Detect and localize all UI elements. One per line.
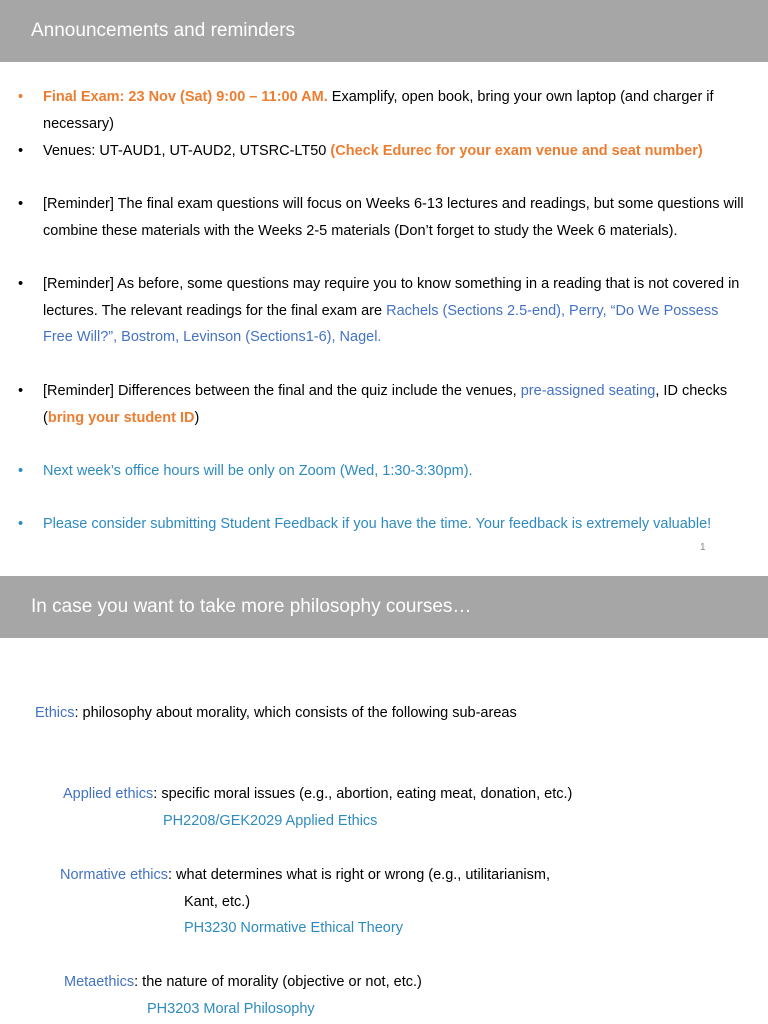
bullet-dot: • <box>18 89 24 105</box>
readings-list: Rachels (Sections 2.5-end), Perry, “Do We Possess Free Will?”, Bostrom, Levinson (Sections1-6), Nagel. <box>43 302 719 346</box>
slide-header-announcements: Announcements and reminders <box>0 0 768 62</box>
ethics-line <box>35 703 517 723</box>
reminder-weeks-text: [Reminder] The final exam questions will focus on Weeks 6-13 lectures and readings, but some questions will combine these materials with the Weeks 2-5 materials (Don’t forget to study the Week 6 materials). <box>43 196 744 239</box>
pre-assigned-seating-link[interactable]: pre-assigned seating <box>520 383 656 399</box>
normative-ethics-term: Normative ethics <box>60 867 168 883</box>
normative-ethics-desc: : what determines what is right or wrong (e.g., utilitarianism, <box>167 867 550 883</box>
bullet-dot: • <box>18 143 24 159</box>
final-exam-details: Examplify, open book, bring your own laptop (and charger if necessary) <box>43 89 714 132</box>
student-feedback-text: Please consider submitting Student Feedback if you have the time. Your feedback is extremely valuable! <box>43 516 712 532</box>
ethics-term: Ethics <box>35 705 75 721</box>
student-id-note: bring your student ID <box>47 409 195 426</box>
differences-text-2: , ID checks ( <box>43 383 728 426</box>
metaethics-desc: : the nature of morality (objective or not, etc.) <box>134 974 422 990</box>
applied-ethics-term: Applied ethics <box>63 786 154 802</box>
applied-ethics-line <box>63 784 572 804</box>
bullet-dot: • <box>18 516 24 532</box>
bullet-dot: • <box>18 276 24 292</box>
applied-ethics-course: PH2208/GEK2029 Applied Ethics <box>163 813 378 829</box>
normative-ethics-line <box>60 865 550 885</box>
normative-ethics-desc-cont: Kant, etc.) <box>184 894 251 910</box>
normative-ethics-course: PH3230 Normative Ethical Theory <box>184 920 403 936</box>
differences-text: [Reminder] Differences between the final and the quiz include the venues, <box>43 383 521 399</box>
final-exam-time: Final Exam: 23 Nov (Sat) 9:00 – 11:00 AM. <box>43 89 328 105</box>
bullet-dot: • <box>18 196 24 212</box>
page-number: 1 <box>700 542 706 553</box>
differences-text-3: ) <box>194 409 200 426</box>
bullet-final-exam <box>0 84 768 137</box>
bullet-reminder-readings <box>0 271 768 351</box>
bullet-reminder-differences <box>0 378 768 431</box>
bullet-dot: • <box>18 383 24 399</box>
venues-text: Venues: UT-AUD1, UT-AUD2, UTSRC-LT50 <box>43 143 331 159</box>
metaethics-course: PH3203 Moral Philosophy <box>147 1001 315 1017</box>
applied-ethics-desc: : specific moral issues (e.g., abortion, eating meat, donation, etc.) <box>153 786 573 802</box>
bullet-office-hours <box>0 458 768 485</box>
bullet-dot: • <box>18 463 24 479</box>
slide-header-philosophy-courses: In case you want to take more philosophy courses… <box>0 576 768 638</box>
metaethics-line <box>64 972 422 992</box>
ethics-desc: : philosophy about morality, which consists of the following sub-areas <box>74 705 517 721</box>
office-hours-text: Next week’s office hours will be only on Zoom (Wed, 1:30-3:30pm). <box>43 463 473 479</box>
metaethics-term: Metaethics <box>64 974 135 990</box>
bullet-student-feedback <box>0 511 768 538</box>
bullet-reminder-weeks <box>0 191 768 244</box>
bullet-venues <box>0 138 768 165</box>
venues-check-note: (Check Edurec for your exam venue and seat number) <box>330 143 703 159</box>
reminder-readings-text: [Reminder] As before, some questions may require you to know something in a reading that is not covered in lectures. The relevant readings for the final exam are <box>43 276 740 319</box>
